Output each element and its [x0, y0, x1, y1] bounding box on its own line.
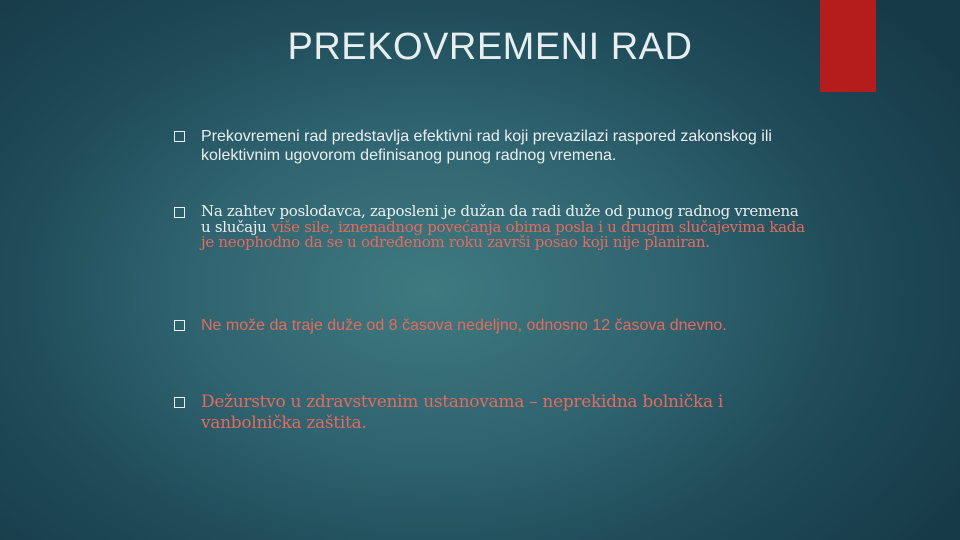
bullet-text-2-highlight: više sile, iznenadnog povećanja obima posla i u drugim slučajevima kada je neophodno da se u određenom roku završi posao koji nije planiran. [201, 217, 805, 251]
bullet-item-4 [170, 392, 810, 434]
bullet-text-1: Prekovremeni rad predstavlja efektivni rad koji prevazilazi raspored zakonskog ili kolektivnim ugovorom definisanog punog radnog vremena. [201, 128, 772, 164]
square-bullet-icon [174, 397, 185, 408]
square-bullet-icon [174, 320, 185, 331]
square-bullet-icon [174, 131, 185, 142]
bullet-text-3: Ne može da traje duže od 8 časova nedeljno, odnosno 12 časova dnevno. [201, 317, 727, 334]
bullet-text-4: Dežurstvo u zdravstvenim ustanovama – neprekidna bolnička i vanbolnička zaštita. [201, 392, 724, 433]
bullet-item-1 [170, 127, 810, 165]
bullet-item-3 [170, 316, 810, 335]
bullet-text-2-plain: Na zahtev poslodavca, zaposleni je dužan da radi duže od punog radnog vremena u slučaju [201, 202, 799, 236]
bullet-text-2 [201, 204, 810, 251]
slide-title: PREKOVREMENI RAD [287, 26, 693, 68]
bullet-item-2 [170, 204, 810, 251]
square-bullet-icon [174, 207, 185, 218]
